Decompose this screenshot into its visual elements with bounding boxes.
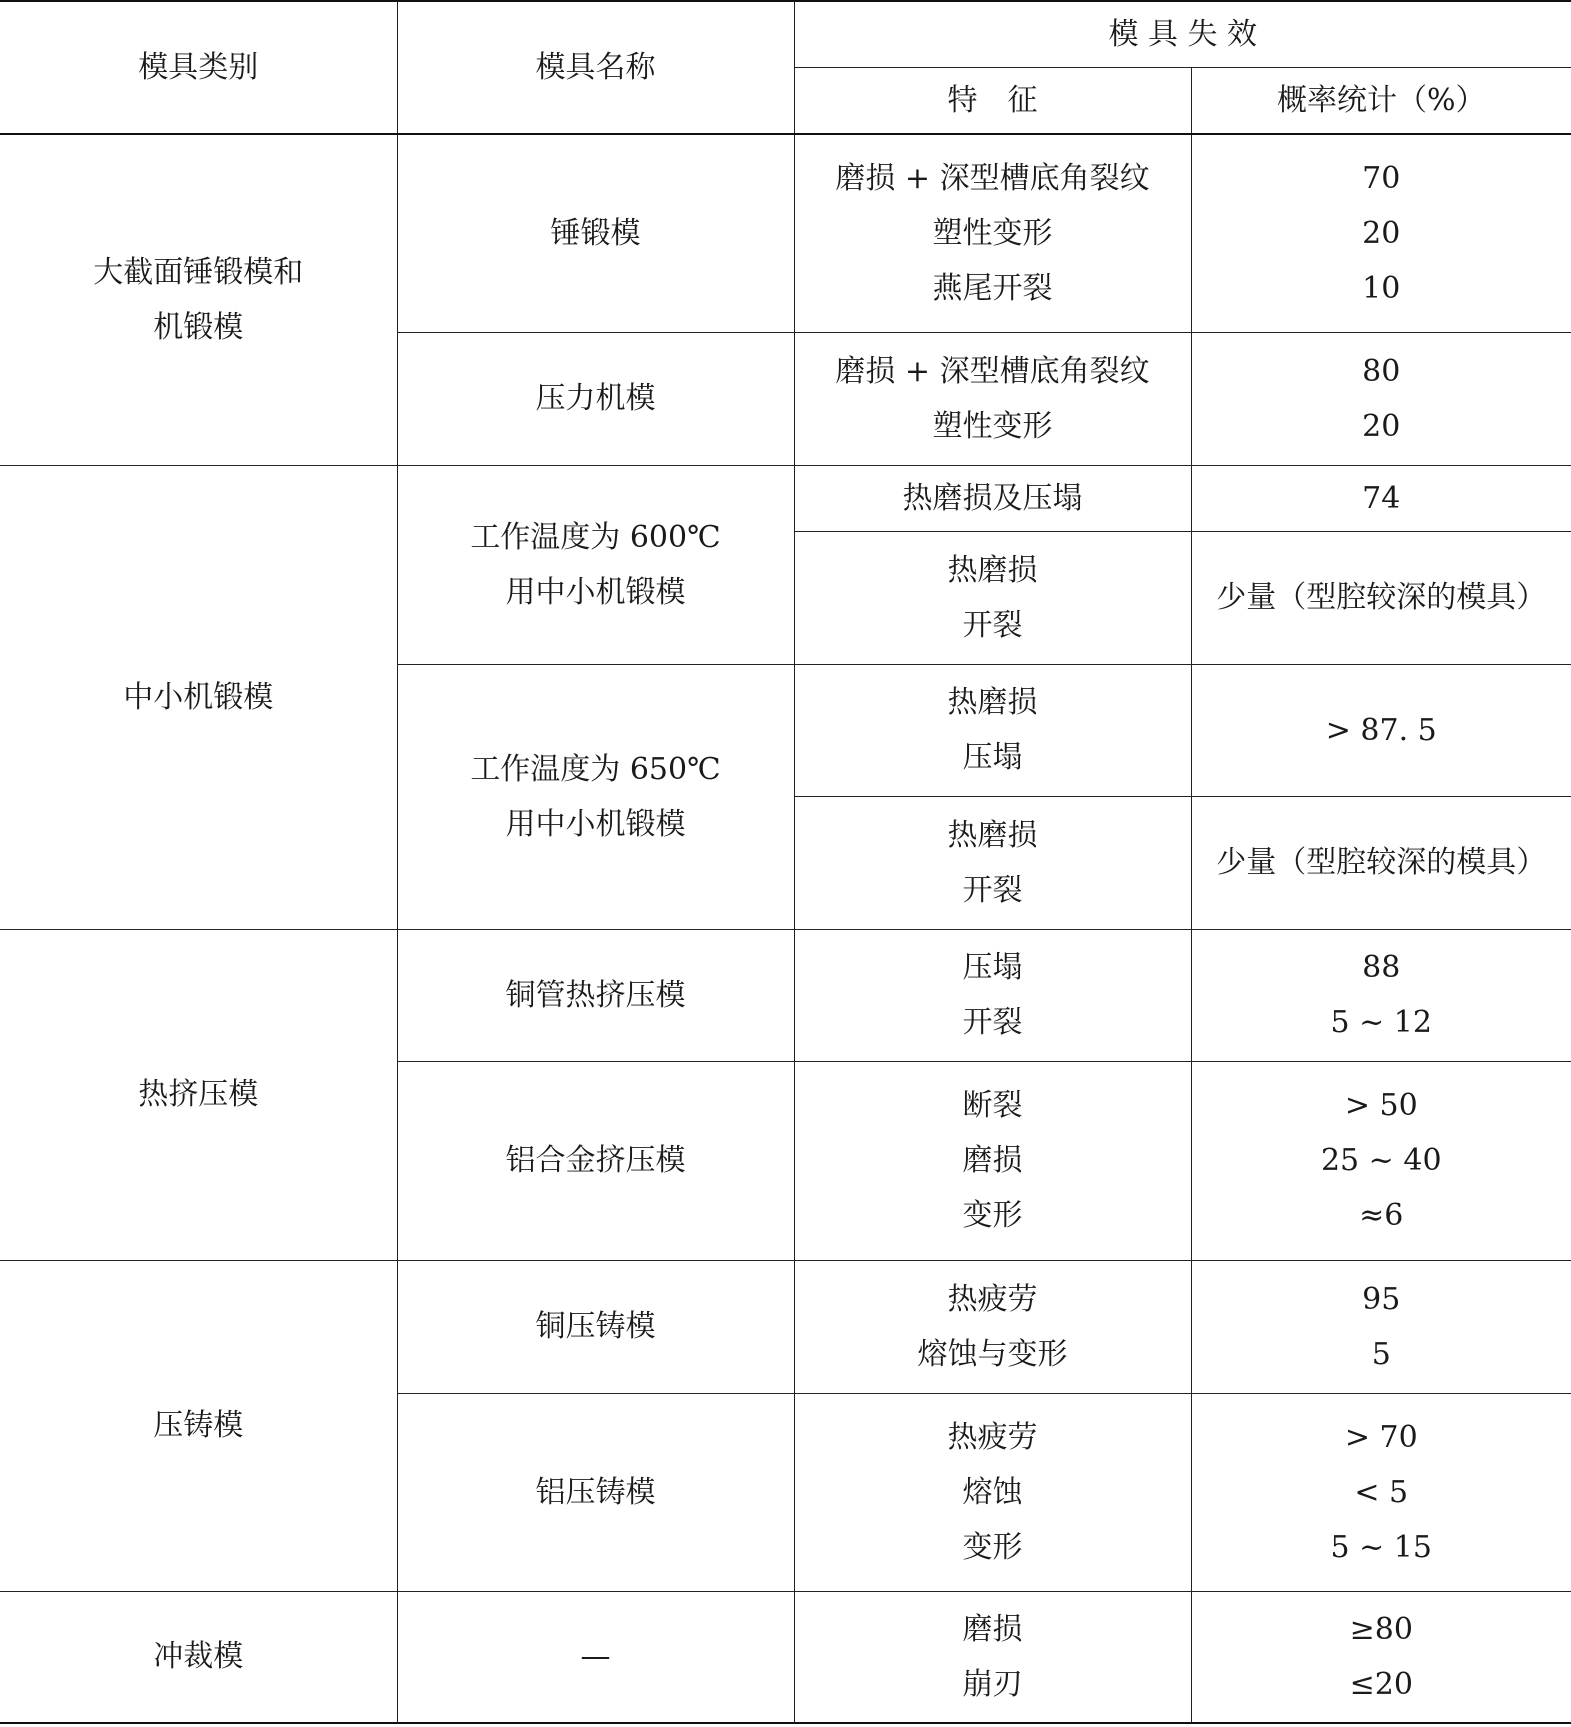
header-name: 模具名称 — [397, 1, 794, 134]
probability-cell: 88 5 ~ 12 — [1191, 929, 1571, 1061]
feature-cell: 热磨损 开裂 — [794, 531, 1191, 664]
probability-cell: > 70 < 5 5 ~ 15 — [1191, 1393, 1571, 1591]
feature-cell: 磨损 + 深型槽底角裂纹 塑性变形 — [794, 332, 1191, 465]
feature-cell: 热疲劳 熔蚀 变形 — [794, 1393, 1191, 1591]
header-feature: 特 征 — [794, 67, 1191, 134]
feature-cell: 热磨损 开裂 — [794, 796, 1191, 929]
probability-cell: 70 20 10 — [1191, 134, 1571, 332]
category-cell: 热挤压模 — [0, 929, 397, 1260]
probability-cell: 少量（型腔较深的模具） — [1191, 531, 1571, 664]
die-name-cell: 铜管热挤压模 — [397, 929, 794, 1061]
die-name-cell: 锤锻模 — [397, 134, 794, 332]
probability-cell: 少量（型腔较深的模具） — [1191, 796, 1571, 929]
feature-cell: 热疲劳 熔蚀与变形 — [794, 1260, 1191, 1393]
die-name-cell: 工作温度为 600℃ 用中小机锻模 — [397, 465, 794, 664]
probability-cell: > 50 25 ~ 40 ≈6 — [1191, 1061, 1571, 1260]
probability-cell: 95 5 — [1191, 1260, 1571, 1393]
die-name-cell: 工作温度为 650℃ 用中小机锻模 — [397, 664, 794, 929]
feature-cell: 磨损 + 深型槽底角裂纹 塑性变形 燕尾开裂 — [794, 134, 1191, 332]
header-probability: 概率统计（%） — [1191, 67, 1571, 134]
category-cell: 大截面锤锻模和 机锻模 — [0, 134, 397, 465]
die-name-cell: 压力机模 — [397, 332, 794, 465]
die-name-cell: — — [397, 1591, 794, 1723]
feature-cell: 断裂 磨损 变形 — [794, 1061, 1191, 1260]
probability-cell: > 87. 5 — [1191, 664, 1571, 796]
feature-cell: 压塌 开裂 — [794, 929, 1191, 1061]
category-cell: 冲裁模 — [0, 1591, 397, 1723]
die-name-cell: 铜压铸模 — [397, 1260, 794, 1393]
category-cell: 压铸模 — [0, 1260, 397, 1591]
probability-cell: 74 — [1191, 465, 1571, 531]
header-category: 模具类别 — [0, 1, 397, 134]
feature-cell: 热磨损及压塌 — [794, 465, 1191, 531]
header-failure: 模 具 失 效 — [794, 1, 1571, 67]
die-name-cell: 铝合金挤压模 — [397, 1061, 794, 1260]
die-name-cell: 铝压铸模 — [397, 1393, 794, 1591]
feature-cell: 磨损 崩刃 — [794, 1591, 1191, 1723]
feature-cell: 热磨损 压塌 — [794, 664, 1191, 796]
probability-cell: ≥80 ≤20 — [1191, 1591, 1571, 1723]
probability-cell: 80 20 — [1191, 332, 1571, 465]
category-cell: 中小机锻模 — [0, 465, 397, 929]
